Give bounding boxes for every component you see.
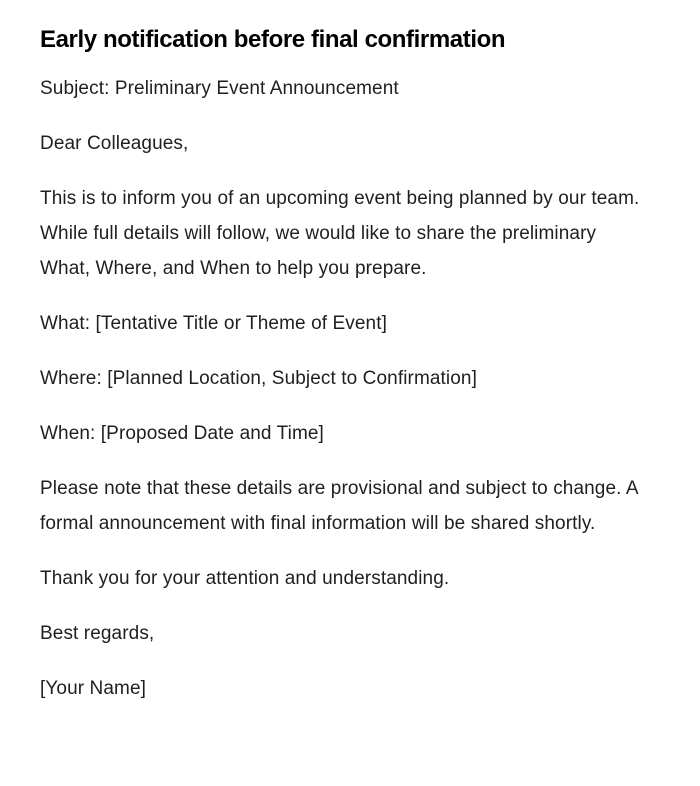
what-line: What: [Tentative Title or Theme of Event] [40,313,387,334]
when-line: When: [Proposed Date and Time] [40,423,324,444]
thanks-line: Thank you for your attention and understanding. [40,568,450,589]
signature-line: [Your Name] [40,678,147,699]
greeting: Dear Colleagues, [40,133,189,154]
intro-paragraph: This is to inform you of an upcoming event being planned by our team. While full details will follow, we would like to share the preliminary What, Where, and When to help you prepare. [40,188,640,279]
note-paragraph: Please note that these details are provisional and subject to change. A formal announcement with final information will be shared shortly. [40,478,638,534]
document-page [40,24,650,726]
document-title: Early notification before final confirmation [40,26,506,53]
closing-line: Best regards, [40,623,155,644]
where-line: Where: [Planned Location, Subject to Confirmation] [40,368,477,389]
subject-line: Subject: Preliminary Event Announcement [40,78,399,99]
